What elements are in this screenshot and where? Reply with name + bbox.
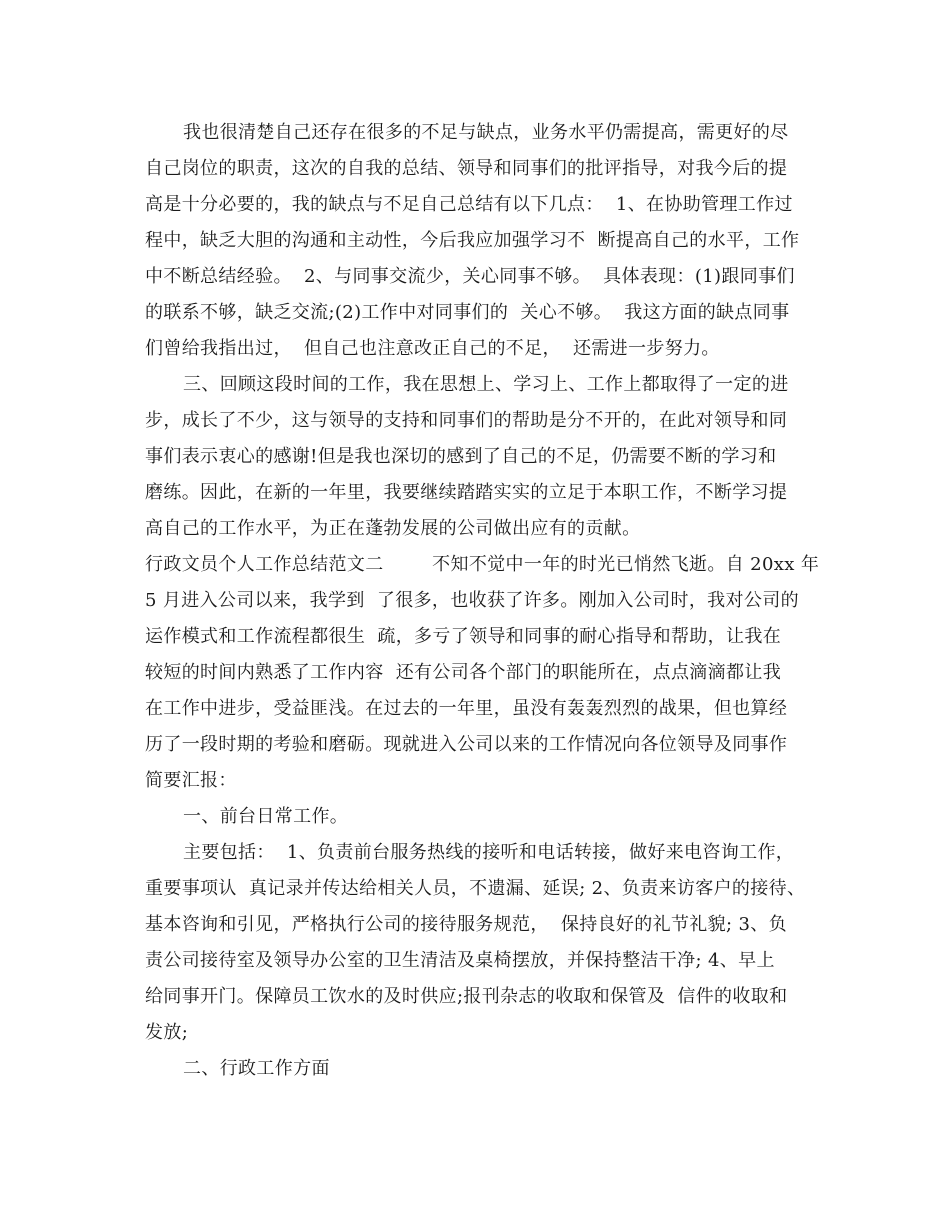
text-line: 三、回顾这段时间的工作，我在思想上、学习上、工作上都取得了一定的进 (183, 374, 789, 395)
text-line: 给同事开门。保障员工饮水的及时供应;报刊杂志的收取和保管及 信件的收取和 (145, 986, 788, 1007)
text-line: 责公司接待室及领导办公室的卫生清洁及桌椅摆放，并保持整洁干净; 4、早上 (145, 950, 775, 971)
text-line: 简要汇报： (145, 770, 237, 791)
text-line: 在工作中进步，受益匪浅。在过去的一年里，虽没有轰轰烈烈的战果，但也算经 (145, 698, 788, 719)
section-heading-line: 行政文员个人工作总结范文二 不知不觉中一年的时光已悄然飞逝。自 20xx 年 (145, 554, 820, 575)
text-line: 高是十分必要的，我的缺点与不足自己总结有以下几点： 1、在协助管理工作过 (145, 194, 793, 215)
subheading-line: 一、前台日常工作。 (183, 806, 349, 827)
text-line: 事们表示衷心的感谢!但是我也深切的感到了自己的不足，仍需要不断的学习和 (145, 446, 777, 467)
text-line: 发放; (145, 1022, 189, 1043)
text-line: 历了一段时期的考验和磨砺。现就进入公司以来的工作情况向各位领导及同事作 (145, 734, 788, 755)
text-line: 运作模式和工作流程都很生 疏，多亏了领导和同事的耐心指导和帮助，让我在 (145, 626, 782, 647)
text-line: 程中，缺乏大胆的沟通和主动性，今后我应加强学习不 断提高自己的水平，工作 (145, 230, 800, 251)
subheading-line: 二、行政工作方面 (183, 1058, 330, 1079)
text-line: 们曾给我指出过， 但自己也注意改正自己的不足， 还需进一步努力。 (145, 338, 720, 359)
text-line: 自己岗位的职责，这次的自我的总结、领导和同事们的批评指导，对我今后的提 (145, 158, 788, 179)
text-line: 高自己的工作水平，为正在蓬勃发展的公司做出应有的贡献。 (145, 518, 641, 539)
text-line: 的联系不够，缺乏交流;(2)工作中对同事们的 关心不够。 我这方面的缺点同事 (145, 302, 790, 323)
text-line: 我也很清楚自己还存在很多的不足与缺点，业务水平仍需提高，需更好的尽 (183, 122, 789, 143)
text-line: 主要包括： 1、负责前台服务热线的接听和电话转接，做好来电咨询工作， (183, 842, 795, 863)
text-line: 中不断总结经验。 2、与同事交流少，关心同事不够。 具体表现：(1)跟同事们 (145, 266, 795, 287)
text-line: 磨练。因此，在新的一年里，我要继续踏踏实实的立足于本职工作，不断学习提 (145, 482, 788, 503)
text-line: 步，成长了不少，这与领导的支持和同事们的帮助是分不开的，在此对领导和同 (145, 410, 788, 431)
text-line: 重要事项认 真记录并传达给相关人员，不遗漏、延误; 2、负责来访客户的接待、 (145, 878, 806, 899)
text-line: 较短的时间内熟悉了工作内容 还有公司各个部门的职能所在，点点滴滴都让我 (145, 662, 782, 683)
text-line: 基本咨询和引见，严格执行公司的接待服务规范， 保持良好的礼节礼貌; 3、负 (145, 914, 787, 935)
text-line: 5 月进入公司以来，我学到 了很多，也收获了许多。刚加入公司时，我对公司的 (145, 590, 799, 611)
